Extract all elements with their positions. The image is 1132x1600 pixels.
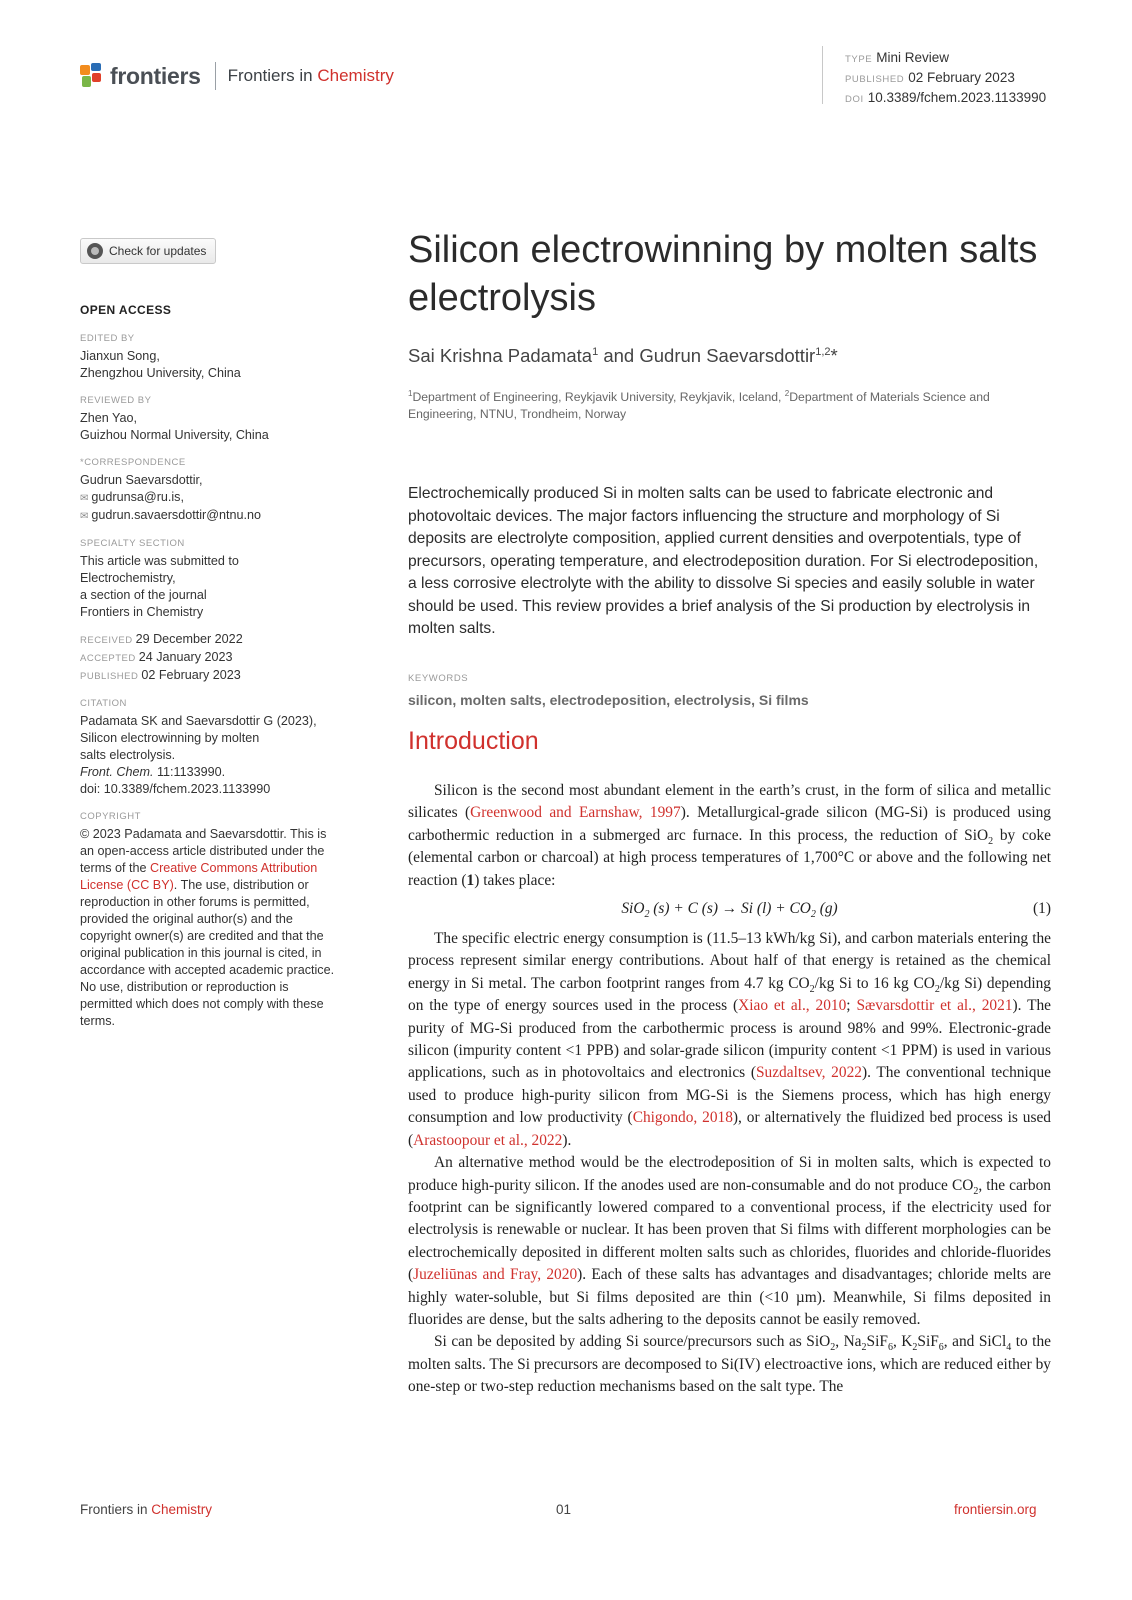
editor-affiliation: Zhengzhou University, China (80, 366, 241, 380)
citation-line: salts electrolysis. (80, 748, 176, 762)
citation-link[interactable]: Juzeliūnas and Fray, 2020 (413, 1266, 578, 1284)
section-heading-introduction: Introduction (408, 727, 539, 755)
accepted-line: ACCEPTED 24 January 2023 (80, 650, 233, 664)
body-text (408, 780, 1051, 1399)
paragraph: Si can be deposited by adding Si source/precursors such as SiO$_2$, $Na_2SiF_6$, $K_2SiF_6$, and SiCl$_4$ to the molten salts. The Si precursors are decomposed to Si(IV) electroactive ions, which are reduced either by one-step or two-step reduction mechanisms based on the salt type. The (408, 1333, 1051, 1396)
logo-divider (215, 62, 216, 90)
update-check-icon (87, 243, 103, 259)
citation-link[interactable]: Xiao et al., 2010 (738, 997, 847, 1015)
specialty-line: Electrochemistry, (80, 571, 176, 585)
citation-journal: Front. Chem. (80, 765, 154, 779)
received-line: RECEIVED 29 December 2022 (80, 632, 243, 646)
received-date: 29 December 2022 (135, 632, 243, 646)
sidebar-published-date: 02 February 2023 (141, 668, 241, 682)
citation-volume: 11:1133990. (156, 765, 226, 779)
journal-prefix: Frontiers in (227, 66, 313, 85)
citation-doi[interactable]: doi: 10.3389/fchem.2023.1133990 (80, 782, 271, 796)
author-affiliation-marker: 1 (592, 345, 599, 358)
published-line: PUBLISHED 02 February 2023 (80, 668, 241, 682)
email-link[interactable]: ✉ gudrunsa@ru.is, (80, 490, 184, 504)
copyright-label: COPYRIGHT (80, 811, 141, 822)
copyright-text: © 2023 Padamata and Saevarsdottir. This is an open-access article distributed under the terms of the Creative Commons Attribution License (CC BY). The use, distribution or reproduction in other forums is permitted, provided the original author(s) and the copyright owner(s) are credited and that the original publication in this journal is cited, in accordance with accepted academic practice. No use, distribution or reproduction is permitted which does not comply with these terms. (80, 827, 335, 1028)
affiliation-1: Department of Engineering, Reykjavik University, Reykjavik, Iceland, (412, 390, 785, 405)
cc-license-link[interactable]: Creative Commons Attribution License (CC BY) (80, 861, 318, 892)
doi-label: DOI (845, 94, 864, 105)
edited-by-label: EDITED BY (80, 333, 135, 344)
equation-number: (1) (1033, 900, 1051, 918)
specialty-line: a section of the journal (80, 588, 207, 602)
mail-icon: ✉ (80, 493, 89, 504)
article-type: Mini Review (876, 50, 949, 65)
corresponding-author-marker: * (830, 345, 838, 366)
footer-journal[interactable]: Frontiers in Chemistry (80, 1502, 213, 1517)
equation-reference[interactable]: 1 (466, 871, 475, 889)
author-name[interactable]: Gudrun Saevarsdottir (639, 345, 816, 366)
citation-link[interactable]: Sævarsdottir et al., 2021 (856, 997, 1013, 1015)
doi-value[interactable]: 10.3389/fchem.2023.1133990 (867, 90, 1047, 105)
published-date: 02 February 2023 (908, 70, 1015, 85)
check-updates-label: Check for updates (109, 244, 207, 258)
paragraph: Silicon is the second most abundant element in the earth’s crust, in the form of silica and metallic silicates (Greenwood and Earnshaw, 1997). Metallurgical-grade silicon (MG-Si) is produced using carbothermic reduction in a submerged arc furnace. In this process, the reduction of SiO$_2$ by coke (elemental carbon or charcoal) at high process temperatures of 1,700°C or above and the following net reaction (1) takes place: (408, 782, 1052, 889)
paragraph: The specific electric energy consumption is (11.5–13 kWh/kg Si), and carbon materials entering the process represent similar energy contributions. About half of that energy is retained as the chemical energy in Si metal. The carbon footprint ranges from 4.7 kg $CO_2/kg$ Si to 16 kg $CO_2/kg$ Si) depending on the type of energy sources used in the process (Xiao et al., 2010; Sævarsdottir et al., 2021). The purity of MG-Si produced from the carbothermic process is around 98% and 99%. Electronic-grade silicon (impurity content <1 PPB) and solar-grade silicon (impurity content <1 PPM) is used in various applications, such as in photovoltaics and electronics (Suzdaltsev, 2022). The conventional technique used to produce high-purity silicon from MG-Si is the Siemens process, which has high energy consumption and low productivity (Chigondo, 2018), or alternatively the fluidized bed process is used (Arastoopour et al., 2022). (408, 930, 1051, 1149)
frontiers-logo-icon (80, 63, 104, 89)
correspondence-name: Gudrun Saevarsdottir, (80, 473, 203, 487)
citation-line: Silicon electrowinning by molten (80, 731, 260, 745)
page-number: 01 (556, 1502, 572, 1517)
meta-divider (822, 46, 823, 104)
article-title: Silicon electrowinning by molten salts electrolysis (408, 229, 1038, 319)
logo-wordmark: frontiers (110, 62, 201, 89)
specialty-section-label: SPECIALTY SECTION (80, 538, 185, 549)
author-affiliation-marker: 1,2 (815, 345, 831, 358)
author-name[interactable]: Sai Krishna Padamata (408, 345, 593, 366)
citation-line: Padamata SK and Saevarsdottir G (2023), (80, 714, 317, 728)
citation-journal-line (80, 764, 340, 781)
keywords: silicon, molten salts, electrodeposition, electrolysis, Si films (408, 692, 809, 708)
equation-1: SiO$_2$ (s) + C (s) → Si $(l) + CO_2$ (g) (1) (408, 894, 1051, 924)
citation-link[interactable]: Suzdaltsev, 2022 (755, 1064, 862, 1082)
type-label: TYPE (845, 54, 873, 65)
reviewer-affiliation: Guizhou Normal University, China (80, 428, 269, 442)
reviewer-name: Zhen Yao, (80, 411, 137, 425)
email-link[interactable]: ✉ gudrun.savaersdottir@ntnu.no (80, 508, 262, 522)
citation-label: CITATION (80, 698, 127, 709)
check-for-updates-button[interactable] (80, 238, 216, 264)
specialty-line: This article was submitted to (80, 554, 239, 568)
footer-site-link[interactable]: frontiersin.org (954, 1502, 1037, 1517)
reviewed-by-label: REVIEWED BY (80, 395, 152, 406)
affiliation-2: Department of Materials Science and Engineering, NTNU, Trondheim, Norway (408, 390, 990, 422)
frontiers-logo[interactable] (80, 60, 394, 92)
journal-title: Chemistry (317, 66, 394, 85)
citation-link[interactable]: Arastoopour et al., 2022 (413, 1131, 563, 1149)
abstract: Electrochemically produced Si in molten salts can be used to fabricate electronic and photovoltaic devices. The major factors influencing the structure and morphology of Si deposits are electrolyte composition, applied current densities and overpotentials, type of precursors, operating temperature, and electrodeposition duration. For Si electrodeposition, a less corrosive electrolyte with the ability to dissolve Si species and easily soluble in water should be used. This review provides a brief analysis of the Si production by electrolysis in molten salts. (408, 485, 1039, 637)
citation-link[interactable]: Greenwood and Earnshaw, 1997 (470, 804, 681, 822)
accepted-date: 24 January 2023 (138, 650, 233, 664)
citation-link[interactable]: Chigondo, 2018 (632, 1109, 733, 1127)
specialty-line: Frontiers in Chemistry (80, 605, 204, 619)
open-access-label: OPEN ACCESS (80, 303, 172, 317)
paragraph: An alternative method would be the electrodeposition of Si in molten salts, which is expected to produce high-purity silicon. If the anodes used are non-consumable and do not produce $CO_2$, the carbon footprint can be significantly lowered compared to a conventional process, if the electricity used for electrolysis is renewable or nuclear. It has been proven that Si films with different morphologies can be electrochemically deposited in different molten salts such as chlorides, fluorides and chloride-fluorides (Juzeliūnas and Fray, 2020). Each of these salts has advantages and disadvantages; chloride melts are highly water-soluble, but Si films deposited are thin (<10 µm). Meanwhile, Si films deposited in fluorides are dense, but the salts adhering to the deposits cannot be easily removed. (408, 1154, 1052, 1328)
published-label: PUBLISHED (845, 74, 905, 85)
author-list: Sai Krishna Padamata$^1$ and Gudrun Saevarsdottir$^{1,2}$* (408, 345, 838, 366)
keywords-label: KEYWORDS (408, 673, 469, 684)
mail-icon: ✉ (80, 511, 89, 522)
article-meta (845, 49, 1046, 109)
affiliations: $^1$Department of Engineering, Reykjavik University, Reykjavik, Iceland, $^2$Department of Materials Science and Engineering, NTNU, Trondheim, Norway (408, 389, 990, 422)
correspondence-label: *CORRESPONDENCE (80, 457, 186, 468)
article-info-sidebar (80, 330, 340, 1030)
journal-name[interactable] (228, 66, 394, 86)
editor-name: Jianxun Song, (80, 349, 160, 363)
